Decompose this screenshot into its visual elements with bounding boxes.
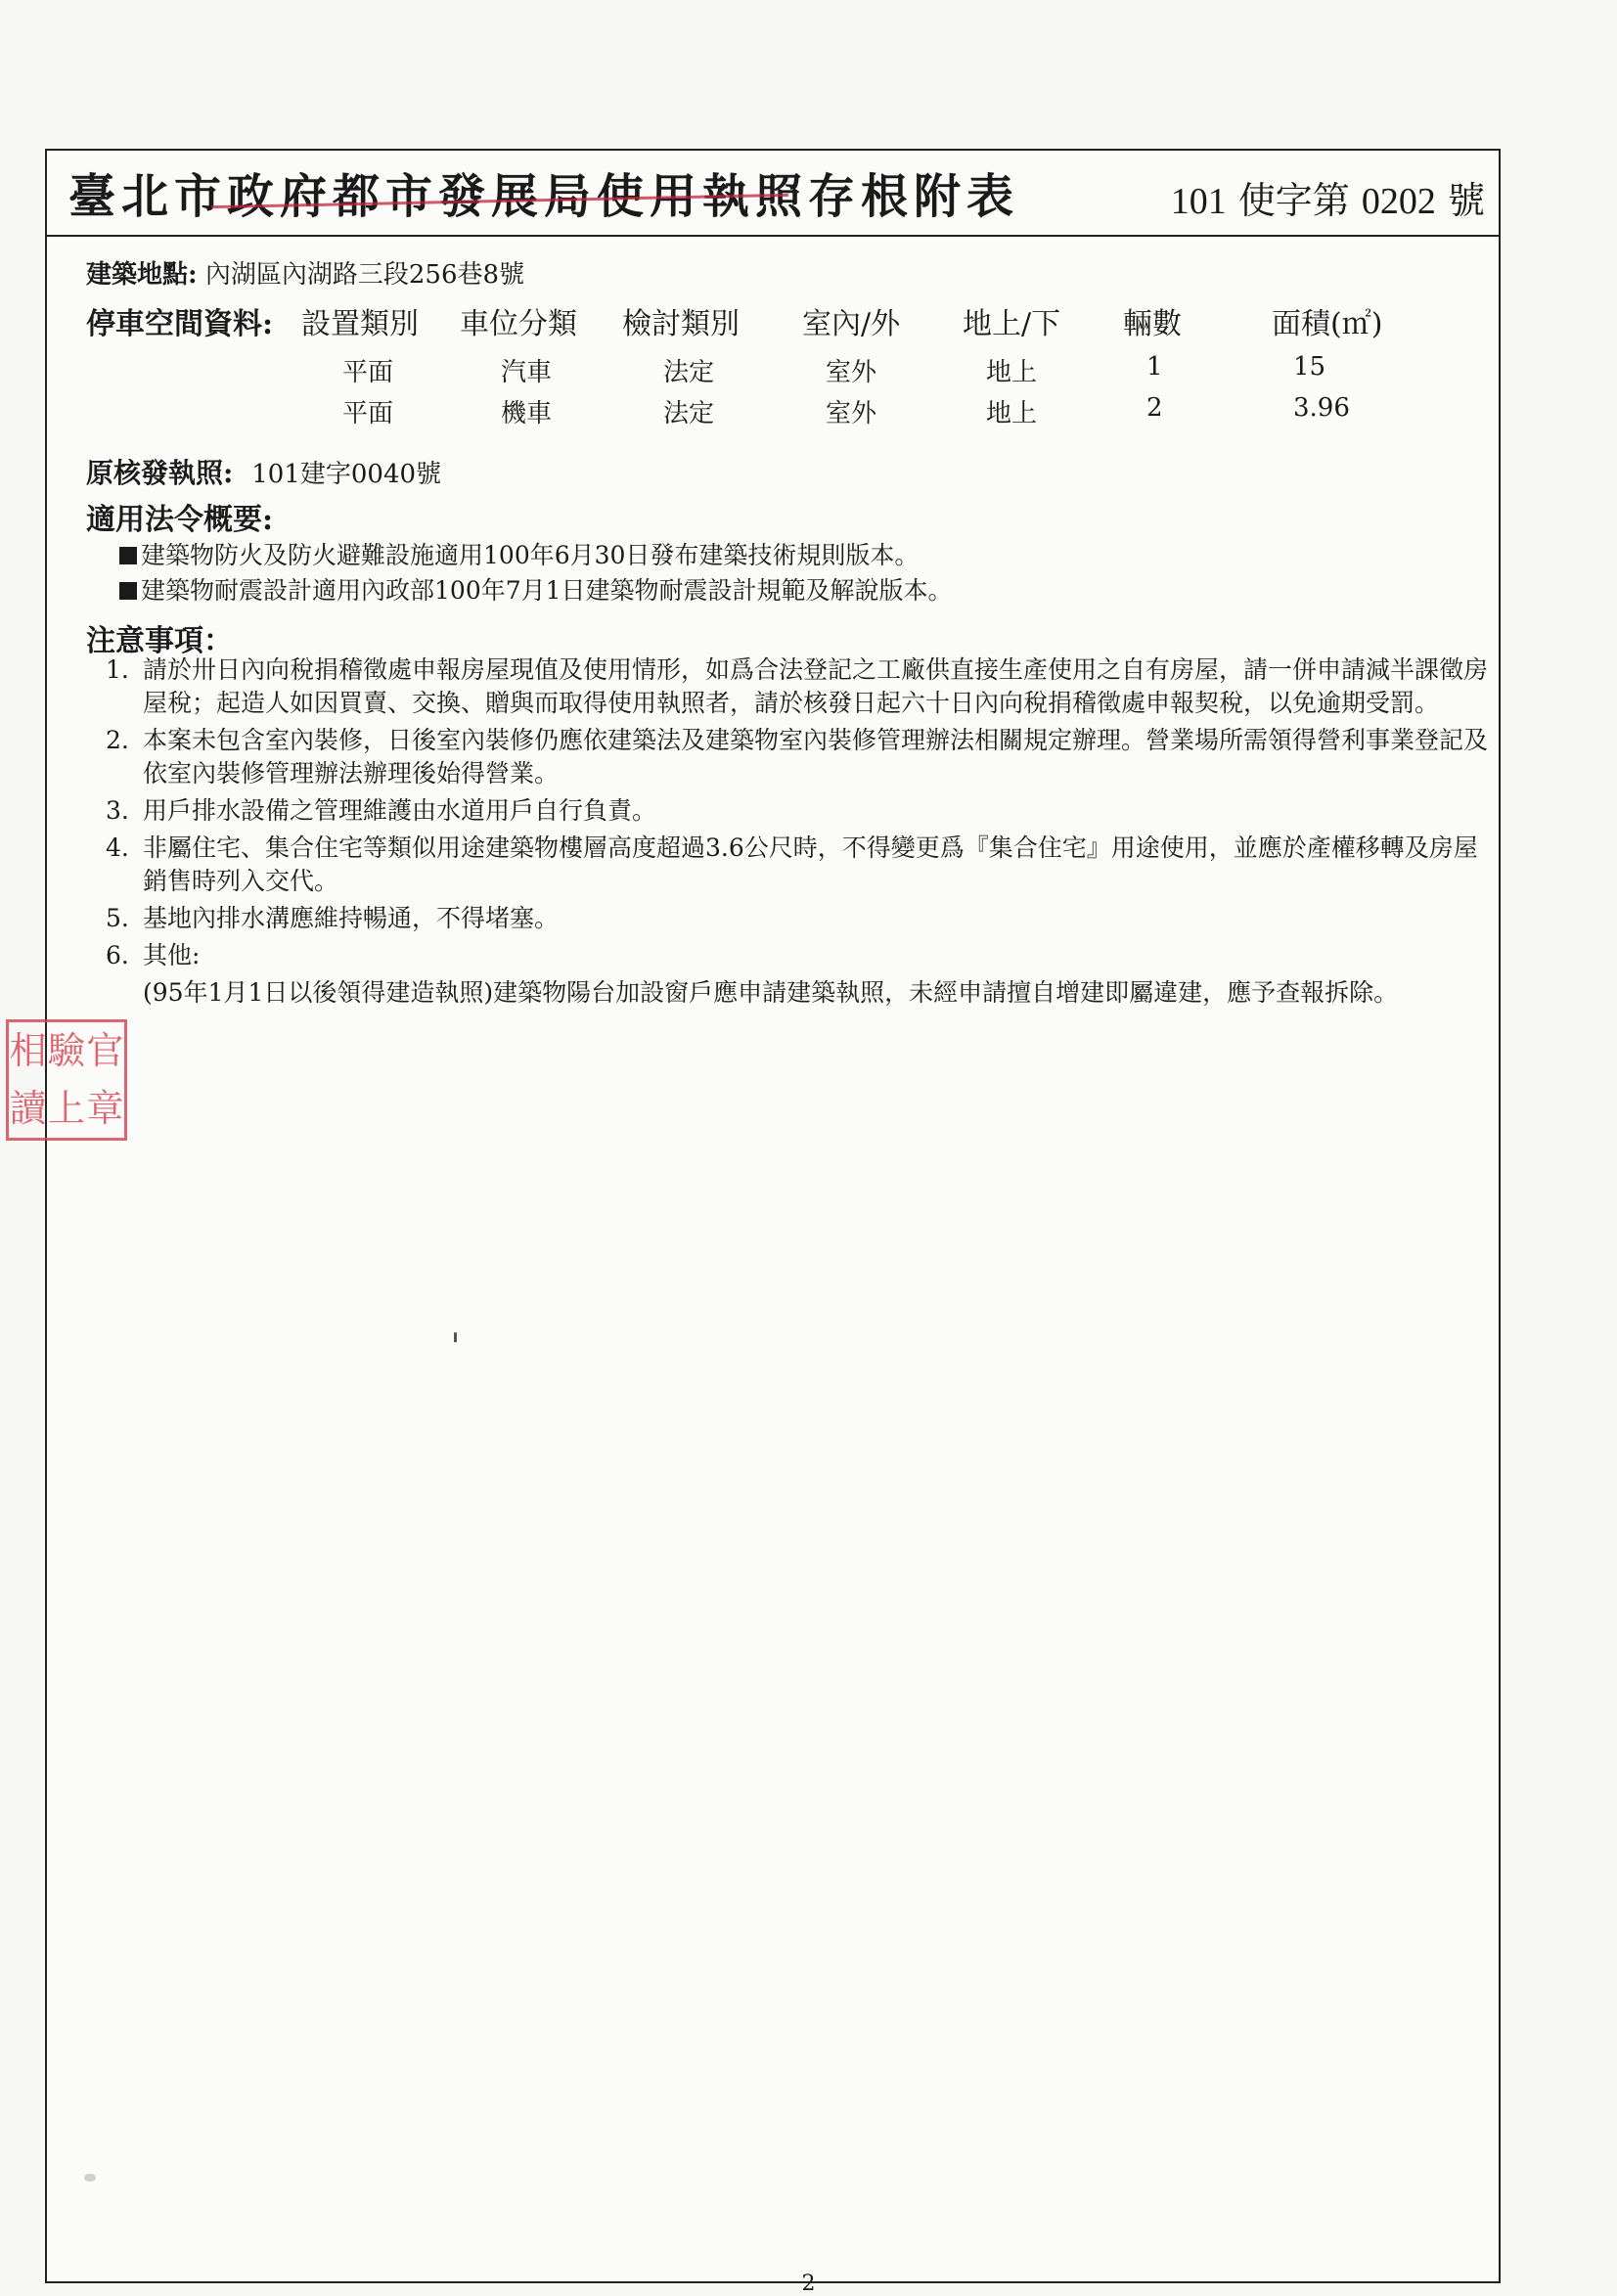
address-label: 建築地點: — [86, 260, 198, 290]
parking-header — [86, 299, 1475, 341]
seal-char: 讀 — [9, 1087, 47, 1130]
form-title: 臺北市政府都市發展局使用執照存根附表 — [68, 169, 1020, 224]
black-square-bullet-icon — [119, 582, 137, 600]
original-license-value: 101建字0040號 — [251, 460, 442, 489]
red-official-seal-stamp — [6, 1019, 127, 1141]
permit-mid: 使字第 — [1237, 179, 1350, 222]
parking-col-type: 設置類別 — [301, 307, 419, 341]
note-item: 5. 基地內排水溝應維持暢通，不得堵塞。 — [106, 904, 560, 932]
laws-heading: 適用法令概要: — [86, 503, 274, 537]
parking-cell: 地上 — [986, 399, 1038, 428]
parking-col-category: 車位分類 — [460, 307, 577, 341]
note-item: 4. 非屬住宅、集合住宅等類似用途建築物樓層高度超過3.6公尺時，不得變更爲『集合住宅』用途使用，並應於產權移轉及房屋銷售時列入交代。 — [106, 833, 1478, 895]
permit-number-value: 0202 — [1361, 181, 1436, 222]
scan-mark — [454, 1332, 457, 1342]
parking-cell: 汽車 — [501, 358, 553, 387]
seal-char: 相 — [9, 1029, 47, 1072]
seal-char: 官 — [86, 1029, 124, 1072]
seal-char: 章 — [86, 1087, 124, 1130]
parking-col-area: 面積(㎡) — [1272, 307, 1383, 341]
note-item: 1. 請於卅日內向稅捐稽徵處申報房屋現值及使用情形，如爲合法登記之工廠供直接生產使用之自有房屋，請一併申請減半課徵房屋稅；起造人如因買賣、交換、贈與而取得使用執照者，請於核發日起六十日內向稅捐稽徵處申報契稅，以免逾期受罰。 — [106, 655, 1489, 717]
permit-prefix: 101 — [1170, 181, 1227, 222]
black-square-bullet-icon — [119, 547, 137, 564]
parking-cell: 平面 — [342, 358, 394, 387]
form-frame — [45, 149, 1501, 2283]
parking-col-inout: 室內/外 — [802, 307, 901, 341]
page-number: 2 — [801, 2272, 816, 2296]
parking-col-review: 檢討類別 — [622, 307, 740, 341]
notes-heading: 注意事項： — [86, 624, 233, 658]
note-item: (95年1月1日以後領得建造執照)建築物陽台加設窗戶應申請建築執照，未經申請擅自增建即屬違建，應予查報拆除。 — [143, 978, 1399, 1007]
parking-col-level: 地上/下 — [963, 307, 1061, 341]
title-row — [47, 151, 1499, 237]
parking-cell: 3.96 — [1293, 393, 1350, 423]
permit-suffix: 號 — [1447, 179, 1485, 222]
law-item: 建築物防火及防火避難設施適用100年6月30日發布建築技術規則版本。 — [119, 536, 919, 571]
parking-cell: 平面 — [342, 399, 394, 428]
seal-char: 上 — [47, 1087, 85, 1130]
parking-row — [86, 393, 1475, 428]
scan-speck — [84, 2174, 96, 2182]
original-license-row — [86, 452, 441, 491]
note-item: 3. 用戶排水設備之管理維護由水道用戶自行負責。 — [106, 796, 657, 825]
parking-row — [86, 352, 1475, 387]
original-license-label: 原核發執照: — [86, 457, 234, 489]
parking-cell: 1 — [1146, 352, 1163, 382]
parking-col-count: 輛數 — [1123, 307, 1182, 341]
parking-cell: 地上 — [986, 358, 1038, 387]
address-row — [86, 254, 524, 291]
parking-cell: 機車 — [501, 399, 553, 428]
parking-cell: 2 — [1146, 393, 1163, 423]
address-value: 內湖區內湖路三段256巷8號 — [204, 260, 525, 290]
parking-cell: 室外 — [826, 358, 877, 387]
parking-label: 停車空間資料: — [86, 307, 274, 341]
note-item: 2. 本案未包含室內裝修，日後室內裝修仍應依建築法及建築物室內裝修管理辦法相關規定辦理。營業場所需領得營利事業登記及依室內裝修管理辦法辦理後始得營業。 — [106, 726, 1489, 788]
permit-number — [1171, 170, 1485, 224]
parking-cell: 法定 — [663, 399, 715, 428]
parking-cell: 室外 — [826, 399, 877, 428]
law-item: 建築物耐震設計適用內政部100年7月1日建築物耐震設計規範及解說版本。 — [119, 571, 953, 607]
note-item: 6. 其他: — [106, 941, 201, 969]
notes-list — [106, 653, 1495, 1013]
seal-char: 驗 — [47, 1029, 85, 1072]
parking-cell: 法定 — [663, 358, 715, 387]
parking-cell: 15 — [1293, 352, 1326, 382]
